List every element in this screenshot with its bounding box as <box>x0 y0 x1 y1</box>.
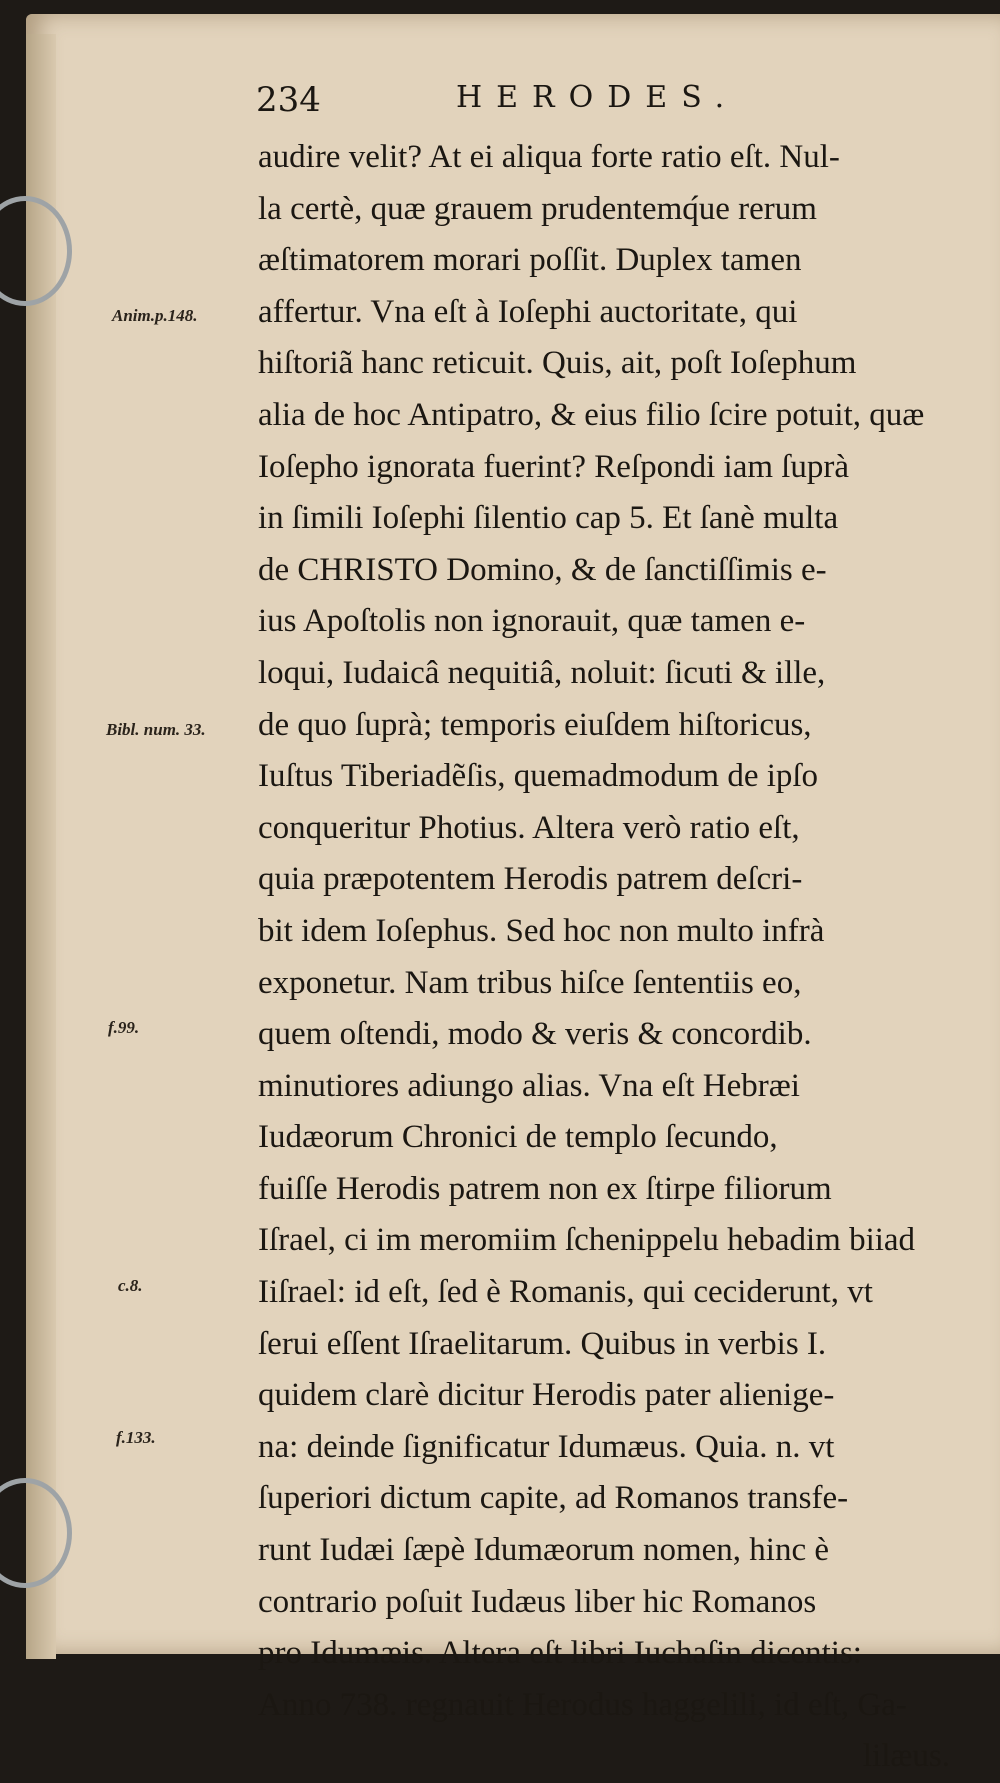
text-line: quem oſtendi, modo & veris & concordib. <box>258 1016 812 1053</box>
text-line: alia de hoc Antipatro, & eius filio ſcire potuit, quæ <box>258 396 925 433</box>
text-line: Iſrael, ci im meromiim ſchenippelu hebadim biiad <box>258 1222 916 1259</box>
text-line: de quo ſuprà; temporis eiuſdem hiſtoricus, <box>258 706 812 743</box>
text-line: Iiſrael: id eſt, ſed è Romanis, qui ceciderunt, vt <box>258 1274 873 1311</box>
running-head: HERODES. <box>456 80 739 115</box>
text-line: exponetur. Nam tribus hiſce ſententiis eo, <box>258 964 802 1001</box>
page-number: 234 <box>256 80 321 120</box>
text-line: na: deinde ſignificatur Idumæus. Quia. n. vt <box>258 1428 835 1465</box>
text-line: fuiſſe Herodis patrem non ex ſtirpe filiorum <box>258 1170 832 1207</box>
text-line: quidem clarè dicitur Herodis pater alienige- <box>258 1377 835 1414</box>
text-line: hiſtoriã hanc reticuit. Quis, ait, poſt Ioſephum <box>258 345 857 382</box>
text-line: conqueritur Photius. Altera verò ratio eſt, <box>258 809 800 846</box>
text-line: Ioſepho ignorata fuerint? Reſpondi iam ſuprà <box>258 448 850 485</box>
text-line: de CHRISTO Domino, & de ſanctiſſimis e- <box>258 551 827 588</box>
text-line: pro Idumæis. Altera eſt libri Iuchaſin dicentis: <box>258 1635 862 1672</box>
text-line: quia præpotentem Herodis patrem deſcri- <box>258 861 803 898</box>
text-line: minutiores adiungo alias. Vna eſt Hebræi <box>258 1067 800 1104</box>
text-line: runt Iudæi ſæpè Idumæorum nomen, hinc è <box>258 1532 830 1569</box>
text-line: lilæus. <box>862 1738 950 1775</box>
body-text <box>258 132 958 1783</box>
text-line: audire velit? At ei aliqua forte ratio eſt. Nul- <box>258 139 840 175</box>
text-line: Iuſtus Tiberiadẽſis, quemadmodum de ipſo <box>258 758 819 795</box>
text-line: la certè, quæ grauem prudentemq́ue rerum <box>258 190 817 227</box>
margin-note: c.8. <box>118 1276 143 1295</box>
margin-note: Anim.p.148. <box>112 306 198 325</box>
text-line: contrario poſuit Iudæus liber hic Romanos <box>258 1583 817 1620</box>
text-line: loqui, Iudaicâ nequitiâ, noluit: ſicuti & ille, <box>258 654 826 691</box>
text-line: ius Apoſtolis non ignorauit, quæ tamen e- <box>258 603 806 640</box>
margin-note: Bibl. num. 33. <box>106 720 206 739</box>
margin-note: f.99. <box>108 1018 140 1037</box>
text-line: ſerui eſſent Iſraelitarum. Quibus in verbis I. <box>258 1325 827 1362</box>
text-line: Iudæorum Chronici de templo ſecundo, <box>258 1119 778 1156</box>
text-line: bit idem Ioſephus. Sed hoc non multo infrà <box>258 912 825 949</box>
page-header <box>256 80 896 126</box>
text-line: ſuperiori dictum capite, ad Romanos transfe- <box>258 1480 849 1517</box>
margin-note: f.133. <box>116 1428 156 1447</box>
text-line: in ſimili Ioſephi ſilentio cap 5. Et ſanè multa <box>258 500 839 537</box>
text-line: æſtimatorem morari poſſit. Duplex tamen <box>258 242 802 279</box>
text-line: Anno 738. regnauit Herodus haggelili, id eſt, Ga- <box>258 1686 907 1723</box>
text-line: affertur. Vna eſt à Ioſephi auctoritate, qui <box>258 293 798 330</box>
